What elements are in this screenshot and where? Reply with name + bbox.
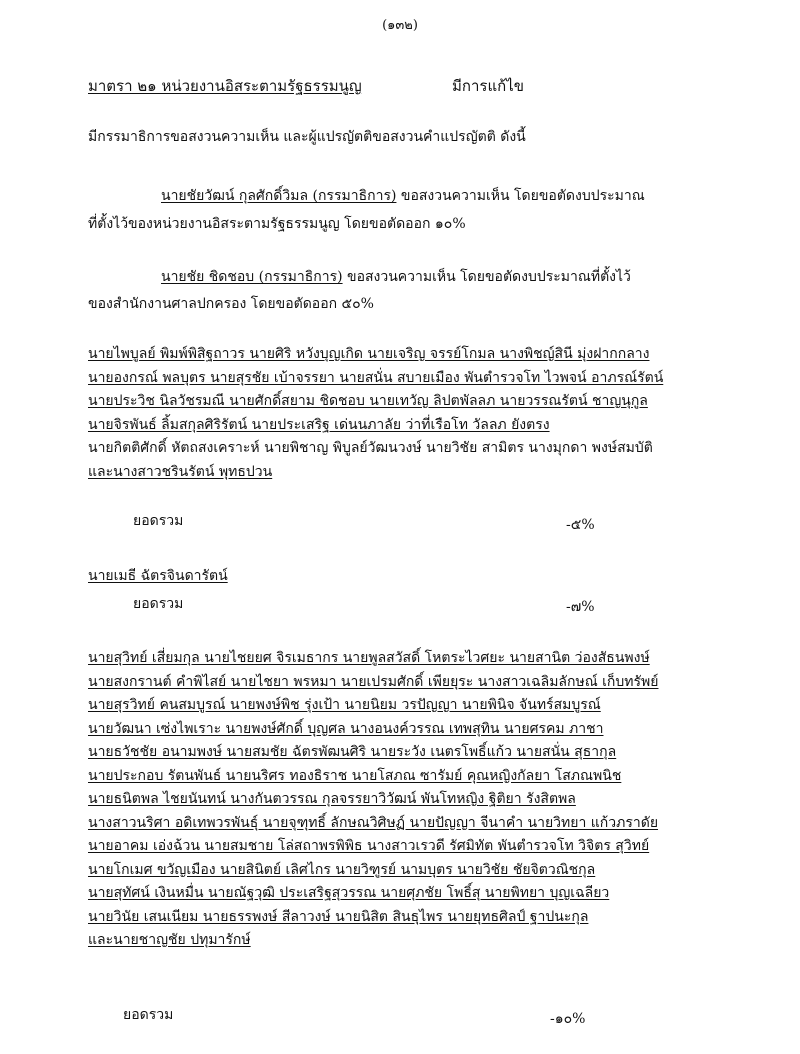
group-1-total-label: ยอดรวม <box>133 513 184 529</box>
group-2-name: นายเมธี ฉัตรจินดารัตน์ <box>88 568 228 584</box>
intro-text: มีกรรมาธิการขอสงวนความเห็น และผู้แปรญัตติขอสงวนคำแปรญัตติ ดังนี้ <box>88 129 526 145</box>
reservation-1-line-1 <box>161 185 645 207</box>
group-1-names <box>88 343 663 484</box>
group-3-total-value: -๑๐% <box>550 1011 586 1027</box>
reservation-1-line-2: ที่ตั้งไว้ของหน่วยงานอิสระตามรัฐธรรมนูญ โดยขอตัดออก ๑๐% <box>88 216 466 232</box>
name-line: นายประวิช นิลวัชรมณี นายศักดิ์สยาม ชิดชอบ นายเทวัญ ลิปตพัลลภ นายวรรณรัตน์ ชาญนุกูล <box>88 393 648 409</box>
reservation-2-name: นายชัย ชิดชอบ (กรรมาธิการ) <box>161 269 343 285</box>
reservation-2-line-2: ของสำนักงานศาลปกครอง โดยขอตัดออก ๕๐% <box>88 296 374 312</box>
group-2-total-label: ยอดรวม <box>133 596 184 612</box>
name-line: นายไพบูลย์ พิมพ์พิสิฐถาวร นายศิริ หวังบุญเกิด นายเจริญ จรรย์โกมล นางพิชญ์สินี มุ่งฝากกลาง <box>88 346 650 362</box>
name-line: และนายชาญชัย ปทุมารักษ์ <box>88 932 251 948</box>
name-line: นายโกเมศ ขวัญเมือง นายสินิตย์ เลิศไกร นายวิฑูรย์ นามบุตร นายวิชัย ชัยจิตวณิชกุล <box>88 861 596 878</box>
reservation-2-text: ขอสงวนความเห็น โดยขอตัดงบประมาณที่ตั้งไว้ <box>342 269 631 285</box>
group-2-total-value: -๗% <box>566 599 595 615</box>
name-line: นายจิรพันธ์ ลิ้มสกุลศิริรัตน์ นายประเสริฐ เด่นนภาลัย ว่าที่เรือโท วัลลภ ยังตรง <box>88 416 550 433</box>
section-heading: มาตรา ๒๑ หน่วยงานอิสระตามรัฐธรรมนูญ <box>88 77 362 95</box>
name-line: นายสุรวิทย์ คนสมบูรณ์ นายพงษ์พิช รุ่งเป้า นายนิยม วรปัญญา นายพินิจ จันทร์สมบูรณ์ <box>88 697 601 713</box>
name-line: นางสาวนริศา อดิเทพวรพันธุ์ นายจุฑุทธิ์ ลักษณวิศิษฏ์ นายปัญญา จีนาคำ นายวิทยา แก้วภราดัย <box>88 814 659 831</box>
page-number: (๑๓๒) <box>382 18 418 33</box>
name-line: นายวัฒนา เซ่งไพเราะ นายพงษ์ศักดิ์ บุญศล นางอนงค์วรรณ เทพสุทิน นายศรคม ภาชา <box>88 720 604 737</box>
reservation-1-name: นายชัยวัฒน์ กุลศักดิ์วิมล (กรรมาธิการ) <box>161 188 397 204</box>
name-line: นายสุทัศน์ เงินหมื่น นายณัฐวุฒิ ประเสริฐสุวรรณ นายศุภชัย โพธิ์สุ นายพิทยา บุญเฉลียว <box>88 885 610 901</box>
group-3-names <box>88 647 658 953</box>
name-line: นายสุวิทย์ เสี่ยมกุล นายไชยยศ จิรเมธากร นายพูลสวัสดิ์ โหตระไวศยะ นายสานิต ว่องสัธนพงษ์ <box>88 650 650 666</box>
name-line: และนางสาวชรินรัตน์ พุทธปวน <box>88 463 273 480</box>
name-line: นายองกรณ์ พลบุตร นายสุรชัย เบ้าจรรยา นายสนั่น สบายเมือง พันตำรวจโท ไวพจน์ อาภรณ์รัตน์ <box>88 369 664 386</box>
name-line: นายธนิตพล ไชยนันทน์ นางกันตวรรณ กุลจรรยาวิวัฒน์ พันโทหญิง ฐิติยา รังสิตพล <box>88 791 576 807</box>
name-line: นายประกอบ รัตนพันธ์ นายนริศร ทองธิราช นายโสภณ ซารัมย์ คุณหญิงกัลยา โสภณพนิช <box>88 767 622 784</box>
name-line: นายอาคม เอ่งฉ้วน นายสมชาย โล่สถาพรพิพิธ นางสาวเรวดี รัศมิทัต พันตำรวจโท วิจิตร สุวิทย์ <box>88 838 650 854</box>
name-line: นายกิตติศักดิ์ หัตถสงเคราะห์ นายพิชาญ พิบูลย์วัฒนวงษ์ นายวิชัย สามิตร นางมุกดา พงษ์สมบัติ <box>88 440 653 456</box>
name-line: นายธวัชชัย อนามพงษ์ นายสมชัย ฉัตรพัฒนศิริ นายระวัง เนตรโพธิ์แก้ว นายสนั่น สุธากุล <box>88 744 617 760</box>
reservation-1-text: ขอสงวนความเห็น โดยขอตัดงบประมาณ <box>396 188 645 204</box>
reservation-2-line-1 <box>161 266 631 288</box>
amended-status: มีการแก้ไข <box>452 77 524 95</box>
name-line: นายสงกรานต์ คำพิไสย์ นายไชยา พรหมา นายเปรมศักดิ์ เพียยุระ นางสาวเฉลิมลักษณ์ เก็บทรัพย์ <box>88 673 659 690</box>
group-1-total-value: -๕% <box>566 517 595 533</box>
group-3-total-label: ยอดรวม <box>123 1007 174 1023</box>
name-line: นายวินัย เสนเนียม นายธรรพงษ์ สีลาวงษ์ นายนิสิต สินธุไพร นายยุทธศิลป์ ฐาปนะกุล <box>88 908 589 925</box>
